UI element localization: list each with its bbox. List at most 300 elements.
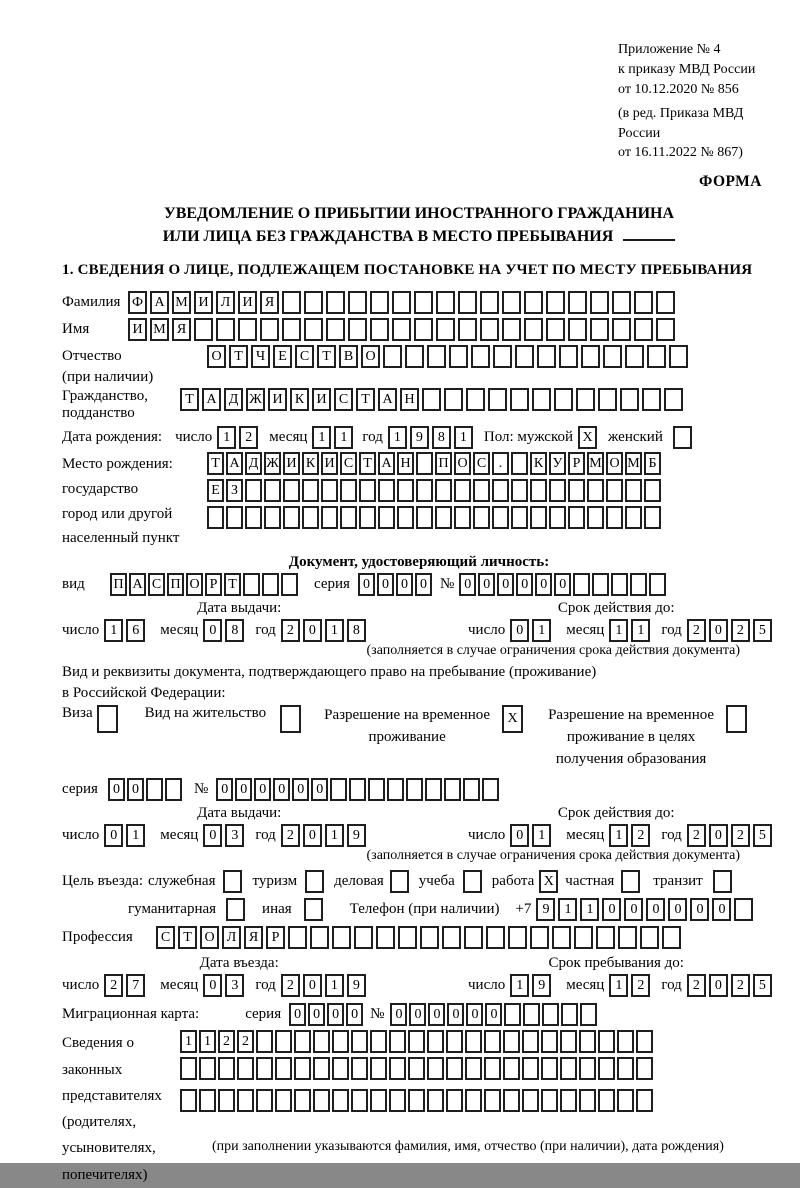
profession-cell[interactable]: Т <box>178 926 197 949</box>
surname-cell[interactable]: М <box>172 291 191 314</box>
purpose-other-checkbox[interactable] <box>304 898 326 921</box>
representatives-cell[interactable] <box>636 1089 653 1112</box>
citizenship-cell[interactable]: А <box>202 388 221 411</box>
stay-doc-valid-year-cell[interactable]: 2 <box>687 824 706 847</box>
representatives-cell[interactable] <box>218 1089 235 1112</box>
visa-checkbox-cell[interactable] <box>97 705 118 733</box>
profession-cell[interactable]: Л <box>222 926 241 949</box>
doc-kind-cell[interactable]: О <box>186 573 203 596</box>
migration-number-cell[interactable] <box>561 1003 578 1026</box>
profession-cell[interactable] <box>530 926 549 949</box>
birth-place-cell[interactable] <box>321 506 338 529</box>
profession-boxes[interactable] <box>156 926 684 949</box>
name-cell[interactable] <box>458 318 477 341</box>
phone-digit-cell[interactable]: 0 <box>668 898 687 921</box>
birth-place-cell[interactable] <box>207 506 224 529</box>
edu-permit-checkbox[interactable] <box>726 705 750 733</box>
doc-kind-cell[interactable] <box>281 573 298 596</box>
phone-digit-cell[interactable]: 0 <box>646 898 665 921</box>
birth-place-cell[interactable] <box>511 479 528 502</box>
representatives-cell[interactable] <box>408 1089 425 1112</box>
entry-day-cell[interactable]: 2 <box>104 974 123 997</box>
representatives-cell[interactable] <box>218 1057 235 1080</box>
stay-until-month-cell[interactable]: 2 <box>631 974 650 997</box>
stay-doc-valid-month-cell[interactable]: 2 <box>631 824 650 847</box>
birth-place-cell[interactable] <box>568 506 585 529</box>
representatives-cell[interactable] <box>389 1089 406 1112</box>
birth-year-cell[interactable]: 9 <box>410 426 429 449</box>
representatives-cell[interactable] <box>313 1089 330 1112</box>
birth-place-cell[interactable] <box>454 479 471 502</box>
profession-cell[interactable] <box>618 926 637 949</box>
name-cell[interactable] <box>612 318 631 341</box>
doc-number-cell[interactable]: 0 <box>459 573 476 596</box>
birth-day-cell[interactable]: 2 <box>239 426 258 449</box>
name-cell[interactable] <box>436 318 455 341</box>
stay-doc-number-cell[interactable] <box>425 778 442 801</box>
profession-cell[interactable]: О <box>200 926 219 949</box>
representatives-cell[interactable] <box>275 1030 292 1053</box>
birth-place-cell[interactable] <box>283 479 300 502</box>
birth-place-cell[interactable] <box>302 479 319 502</box>
doc-valid-year[interactable] <box>687 619 775 642</box>
migration-series-cell[interactable]: 0 <box>289 1003 306 1026</box>
representatives-cell[interactable] <box>332 1030 349 1053</box>
profession-cell[interactable]: Р <box>266 926 285 949</box>
stay-doc-number-cell[interactable] <box>444 778 461 801</box>
name-cell[interactable] <box>502 318 521 341</box>
representatives-cell[interactable] <box>484 1089 501 1112</box>
surname-cell[interactable]: Ф <box>128 291 147 314</box>
surname-cell[interactable] <box>634 291 653 314</box>
stay-doc-number-cell[interactable]: 0 <box>273 778 290 801</box>
birth-place-cell[interactable] <box>397 479 414 502</box>
stay-doc-valid-month[interactable] <box>609 824 653 847</box>
birth-place-cell[interactable] <box>378 506 395 529</box>
stay-doc-number-cell[interactable] <box>387 778 404 801</box>
birth-place-cell[interactable]: У <box>549 452 566 475</box>
stay-until-year-cell[interactable]: 0 <box>709 974 728 997</box>
birth-year-boxes[interactable] <box>388 426 476 449</box>
purpose-tourism-checkbox[interactable] <box>305 870 327 893</box>
surname-cell[interactable] <box>348 291 367 314</box>
patronymic-cell[interactable]: Ч <box>251 345 270 368</box>
migration-number-cell[interactable]: 0 <box>409 1003 426 1026</box>
purpose-official-cell[interactable] <box>223 870 242 893</box>
citizenship-cell[interactable] <box>422 388 441 411</box>
name-cell[interactable] <box>304 318 323 341</box>
residence-permit-checkbox[interactable] <box>280 705 304 733</box>
doc-valid-year-cell[interactable]: 2 <box>731 619 750 642</box>
representatives-cell[interactable] <box>617 1030 634 1053</box>
surname-cell[interactable] <box>436 291 455 314</box>
entry-month[interactable] <box>203 974 247 997</box>
profession-cell[interactable]: Я <box>244 926 263 949</box>
doc-series-boxes[interactable] <box>358 573 434 596</box>
doc-number-cell[interactable]: 0 <box>516 573 533 596</box>
patronymic-cell[interactable] <box>669 345 688 368</box>
birth-place-cell[interactable] <box>606 479 623 502</box>
surname-cell[interactable] <box>524 291 543 314</box>
patronymic-cell[interactable]: С <box>295 345 314 368</box>
representatives-cell[interactable] <box>446 1030 463 1053</box>
birth-place-cell[interactable]: И <box>283 452 300 475</box>
doc-number-cell[interactable]: 0 <box>535 573 552 596</box>
birth-year-cell[interactable]: 1 <box>388 426 407 449</box>
representatives-cell[interactable] <box>332 1057 349 1080</box>
birth-place-cell[interactable] <box>511 452 528 475</box>
stay-doc-issue-year-cell[interactable]: 2 <box>281 824 300 847</box>
citizenship-cell[interactable]: С <box>334 388 353 411</box>
phone-digit-cell[interactable]: 9 <box>536 898 555 921</box>
representatives-cell[interactable] <box>503 1030 520 1053</box>
phone-digit-cell[interactable]: 0 <box>690 898 709 921</box>
entry-day-cell[interactable]: 7 <box>126 974 145 997</box>
doc-issue-day[interactable] <box>104 619 148 642</box>
stay-doc-valid-year[interactable] <box>687 824 775 847</box>
stay-until-year[interactable] <box>687 974 775 997</box>
female-checkbox-cell[interactable] <box>673 426 692 449</box>
purpose-business-cell[interactable] <box>390 870 409 893</box>
name-cell[interactable] <box>216 318 235 341</box>
stay-doc-issue-year-cell[interactable]: 1 <box>325 824 344 847</box>
profession-cell[interactable] <box>464 926 483 949</box>
birth-day-boxes[interactable] <box>217 426 261 449</box>
stay-doc-issue-day-cell[interactable]: 1 <box>126 824 145 847</box>
purpose-official-checkbox[interactable] <box>223 870 245 893</box>
phone-boxes[interactable] <box>536 898 756 921</box>
doc-number-cell[interactable] <box>573 573 590 596</box>
representatives-cell[interactable] <box>256 1030 273 1053</box>
birth-place-cell[interactable]: . <box>492 452 509 475</box>
birth-place-cell[interactable]: О <box>454 452 471 475</box>
birth-place-cell[interactable] <box>378 479 395 502</box>
birth-place-cell[interactable]: Ж <box>264 452 281 475</box>
stay-doc-valid-day-cell[interactable]: 0 <box>510 824 529 847</box>
representatives-cell[interactable] <box>522 1089 539 1112</box>
doc-issue-month-cell[interactable]: 0 <box>203 619 222 642</box>
profession-cell[interactable] <box>552 926 571 949</box>
entry-year[interactable] <box>281 974 369 997</box>
surname-cell[interactable] <box>392 291 411 314</box>
patronymic-cell[interactable]: В <box>339 345 358 368</box>
representatives-cell[interactable] <box>275 1057 292 1080</box>
doc-series-cell[interactable]: 0 <box>396 573 413 596</box>
profession-cell[interactable] <box>420 926 439 949</box>
doc-series-cell[interactable]: 0 <box>377 573 394 596</box>
representatives-cell[interactable] <box>370 1057 387 1080</box>
stay-doc-number-cell[interactable]: 0 <box>235 778 252 801</box>
birth-place-cell[interactable] <box>568 479 585 502</box>
profession-cell[interactable] <box>288 926 307 949</box>
stay-until-day[interactable] <box>510 974 554 997</box>
profession-cell[interactable] <box>662 926 681 949</box>
birth-place-cell[interactable] <box>644 506 661 529</box>
birth-place-row2[interactable] <box>207 479 663 502</box>
citizenship-cell[interactable]: И <box>268 388 287 411</box>
profession-cell[interactable] <box>398 926 417 949</box>
representatives-cell[interactable] <box>199 1089 216 1112</box>
profession-cell[interactable] <box>640 926 659 949</box>
birth-place-cell[interactable] <box>492 506 509 529</box>
profession-cell[interactable] <box>442 926 461 949</box>
purpose-transit-checkbox[interactable] <box>713 870 735 893</box>
doc-number-cell[interactable] <box>611 573 628 596</box>
purpose-private-cell[interactable] <box>621 870 640 893</box>
birth-place-cell[interactable] <box>435 479 452 502</box>
birth-month-boxes[interactable] <box>312 426 356 449</box>
representatives-cell[interactable] <box>560 1057 577 1080</box>
representatives-cell[interactable] <box>484 1057 501 1080</box>
name-cell[interactable] <box>260 318 279 341</box>
patronymic-cell[interactable] <box>647 345 666 368</box>
surname-cell[interactable] <box>458 291 477 314</box>
birth-year-cell[interactable]: 1 <box>454 426 473 449</box>
doc-valid-day[interactable] <box>510 619 554 642</box>
edu-permit-checkbox-cell[interactable] <box>726 705 747 733</box>
patronymic-cell[interactable]: Т <box>229 345 248 368</box>
stay-doc-valid-day[interactable] <box>510 824 554 847</box>
birth-place-cell[interactable] <box>530 479 547 502</box>
profession-cell[interactable] <box>354 926 373 949</box>
phone-digit-cell[interactable]: 0 <box>712 898 731 921</box>
representatives-cell[interactable]: 1 <box>180 1030 197 1053</box>
birth-place-cell[interactable] <box>644 479 661 502</box>
representatives-cell[interactable] <box>446 1089 463 1112</box>
doc-series-cell[interactable]: 0 <box>358 573 375 596</box>
name-cell[interactable] <box>238 318 257 341</box>
birth-place-cell[interactable] <box>359 479 376 502</box>
representatives-cell[interactable] <box>351 1030 368 1053</box>
birth-place-cell[interactable] <box>511 506 528 529</box>
birth-place-cell[interactable]: К <box>530 452 547 475</box>
stay-doc-number-boxes[interactable] <box>216 778 501 801</box>
doc-kind-boxes[interactable] <box>110 573 300 596</box>
stay-until-year-cell[interactable]: 2 <box>687 974 706 997</box>
patronymic-cell[interactable] <box>515 345 534 368</box>
doc-issue-year[interactable] <box>281 619 369 642</box>
purpose-private-checkbox[interactable] <box>621 870 643 893</box>
surname-cell[interactable] <box>502 291 521 314</box>
profession-cell[interactable] <box>486 926 505 949</box>
stay-doc-number-cell[interactable] <box>406 778 423 801</box>
purpose-study-checkbox[interactable] <box>463 870 485 893</box>
patronymic-cell[interactable]: Е <box>273 345 292 368</box>
surname-cell[interactable] <box>546 291 565 314</box>
surname-cell[interactable]: А <box>150 291 169 314</box>
surname-cell[interactable] <box>326 291 345 314</box>
representatives-cell[interactable] <box>636 1057 653 1080</box>
surname-cell[interactable] <box>480 291 499 314</box>
doc-number-cell[interactable] <box>649 573 666 596</box>
representatives-cell[interactable]: 2 <box>218 1030 235 1053</box>
representatives-cell[interactable] <box>484 1030 501 1053</box>
female-checkbox[interactable] <box>673 426 695 449</box>
phone-digit-cell[interactable]: 1 <box>580 898 599 921</box>
birth-place-cell[interactable] <box>340 506 357 529</box>
name-cell[interactable] <box>392 318 411 341</box>
birth-place-cell[interactable]: А <box>226 452 243 475</box>
patronymic-cell[interactable] <box>449 345 468 368</box>
representatives-cell[interactable] <box>579 1057 596 1080</box>
residence-permit-checkbox-cell[interactable] <box>280 705 301 733</box>
stay-doc-issue-day-cell[interactable]: 0 <box>104 824 123 847</box>
birth-place-cell[interactable] <box>549 506 566 529</box>
citizenship-cell[interactable] <box>444 388 463 411</box>
stay-doc-issue-month[interactable] <box>203 824 247 847</box>
purpose-work-checkbox[interactable] <box>539 870 561 893</box>
representatives-row2[interactable] <box>180 1057 655 1080</box>
stay-until-day-cell[interactable]: 9 <box>532 974 551 997</box>
representatives-cell[interactable] <box>180 1089 197 1112</box>
name-cell[interactable] <box>282 318 301 341</box>
birth-place-cell[interactable] <box>283 506 300 529</box>
phone-digit-cell[interactable]: 1 <box>558 898 577 921</box>
birth-place-cell[interactable]: С <box>473 452 490 475</box>
citizenship-cell[interactable] <box>576 388 595 411</box>
representatives-cell[interactable] <box>522 1057 539 1080</box>
representatives-row1[interactable] <box>180 1030 655 1053</box>
temp-permit-checkbox[interactable] <box>502 705 526 733</box>
representatives-cell[interactable] <box>237 1089 254 1112</box>
name-cell[interactable] <box>370 318 389 341</box>
surname-cell[interactable] <box>656 291 675 314</box>
birth-place-cell[interactable]: М <box>625 452 642 475</box>
name-cell[interactable]: М <box>150 318 169 341</box>
migration-number-cell[interactable]: 0 <box>485 1003 502 1026</box>
birth-place-cell[interactable]: Б <box>644 452 661 475</box>
profession-cell[interactable] <box>596 926 615 949</box>
patronymic-cell[interactable] <box>383 345 402 368</box>
representatives-cell[interactable] <box>370 1089 387 1112</box>
representatives-cell[interactable] <box>294 1057 311 1080</box>
doc-number-cell[interactable] <box>630 573 647 596</box>
birth-place-cell[interactable] <box>302 506 319 529</box>
citizenship-boxes[interactable] <box>180 388 686 411</box>
patronymic-cell[interactable] <box>537 345 556 368</box>
stay-doc-issue-year[interactable] <box>281 824 369 847</box>
citizenship-cell[interactable] <box>664 388 683 411</box>
stay-doc-number-cell[interactable] <box>368 778 385 801</box>
name-cell[interactable] <box>568 318 587 341</box>
stay-doc-number-cell[interactable] <box>482 778 499 801</box>
birth-place-cell[interactable] <box>321 479 338 502</box>
citizenship-cell[interactable]: И <box>312 388 331 411</box>
birth-place-cell[interactable]: К <box>302 452 319 475</box>
name-cell[interactable] <box>524 318 543 341</box>
doc-issue-month-cell[interactable]: 8 <box>225 619 244 642</box>
migration-number-cell[interactable] <box>504 1003 521 1026</box>
name-cell[interactable] <box>414 318 433 341</box>
phone-digit-cell[interactable]: 0 <box>602 898 621 921</box>
surname-cell[interactable] <box>590 291 609 314</box>
representatives-cell[interactable] <box>313 1030 330 1053</box>
citizenship-cell[interactable] <box>532 388 551 411</box>
name-cell[interactable] <box>546 318 565 341</box>
name-cell[interactable] <box>348 318 367 341</box>
birth-place-cell[interactable] <box>416 479 433 502</box>
stay-doc-number-cell[interactable] <box>463 778 480 801</box>
representatives-cell[interactable] <box>541 1057 558 1080</box>
representatives-cell[interactable] <box>256 1057 273 1080</box>
migration-series-cell[interactable]: 0 <box>327 1003 344 1026</box>
phone-digit-cell[interactable] <box>734 898 753 921</box>
stay-doc-number-cell[interactable]: 0 <box>216 778 233 801</box>
surname-cell[interactable] <box>304 291 323 314</box>
surname-cell[interactable]: Я <box>260 291 279 314</box>
birth-place-cell[interactable]: М <box>587 452 604 475</box>
birth-place-cell[interactable] <box>530 506 547 529</box>
doc-series-cell[interactable]: 0 <box>415 573 432 596</box>
surname-cell[interactable] <box>370 291 389 314</box>
surname-cell[interactable] <box>282 291 301 314</box>
representatives-cell[interactable] <box>503 1057 520 1080</box>
doc-valid-month-cell[interactable]: 1 <box>609 619 628 642</box>
name-cell[interactable] <box>326 318 345 341</box>
birth-place-cell[interactable] <box>625 479 642 502</box>
purpose-tourism-cell[interactable] <box>305 870 324 893</box>
doc-issue-month[interactable] <box>203 619 247 642</box>
birth-place-cell[interactable] <box>245 479 262 502</box>
stay-until-day-cell[interactable]: 1 <box>510 974 529 997</box>
representatives-cell[interactable] <box>408 1030 425 1053</box>
name-boxes[interactable] <box>128 318 678 341</box>
representatives-cell[interactable] <box>332 1089 349 1112</box>
representatives-cell[interactable] <box>579 1030 596 1053</box>
representatives-cell[interactable] <box>598 1089 615 1112</box>
doc-issue-year-cell[interactable]: 0 <box>303 619 322 642</box>
doc-valid-month-cell[interactable]: 1 <box>631 619 650 642</box>
representatives-cell[interactable] <box>541 1089 558 1112</box>
patronymic-cell[interactable]: О <box>207 345 226 368</box>
patronymic-cell[interactable]: О <box>361 345 380 368</box>
representatives-cell[interactable] <box>522 1030 539 1053</box>
name-cell[interactable] <box>194 318 213 341</box>
representatives-cell[interactable] <box>636 1030 653 1053</box>
purpose-transit-cell[interactable] <box>713 870 732 893</box>
stay-doc-series-cell[interactable] <box>146 778 163 801</box>
profession-cell[interactable] <box>332 926 351 949</box>
stay-doc-series-cell[interactable]: 0 <box>127 778 144 801</box>
representatives-cell[interactable] <box>389 1057 406 1080</box>
stay-until-year-cell[interactable]: 2 <box>731 974 750 997</box>
temp-permit-checkbox-cell[interactable]: X <box>502 705 523 733</box>
birth-day-cell[interactable]: 1 <box>217 426 236 449</box>
birth-place-cell[interactable] <box>435 506 452 529</box>
birth-place-cell[interactable]: О <box>606 452 623 475</box>
birth-place-cell[interactable] <box>454 506 471 529</box>
representatives-cell[interactable] <box>408 1057 425 1080</box>
birth-year-cell[interactable]: 8 <box>432 426 451 449</box>
representatives-cell[interactable] <box>503 1089 520 1112</box>
representatives-cell[interactable]: 2 <box>237 1030 254 1053</box>
representatives-cell[interactable] <box>617 1057 634 1080</box>
representatives-cell[interactable] <box>560 1030 577 1053</box>
birth-place-cell[interactable] <box>340 479 357 502</box>
doc-kind-cell[interactable]: Т <box>224 573 241 596</box>
birth-place-cell[interactable] <box>587 479 604 502</box>
doc-issue-year-cell[interactable]: 2 <box>281 619 300 642</box>
stay-doc-series-cell[interactable] <box>165 778 182 801</box>
entry-year-cell[interactable]: 2 <box>281 974 300 997</box>
birth-place-cell[interactable] <box>264 479 281 502</box>
doc-kind-cell[interactable]: П <box>110 573 127 596</box>
stay-doc-issue-year-cell[interactable]: 9 <box>347 824 366 847</box>
birth-place-row1[interactable] <box>207 452 663 475</box>
birth-place-cell[interactable] <box>416 506 433 529</box>
citizenship-cell[interactable] <box>488 388 507 411</box>
doc-valid-day-cell[interactable]: 0 <box>510 619 529 642</box>
